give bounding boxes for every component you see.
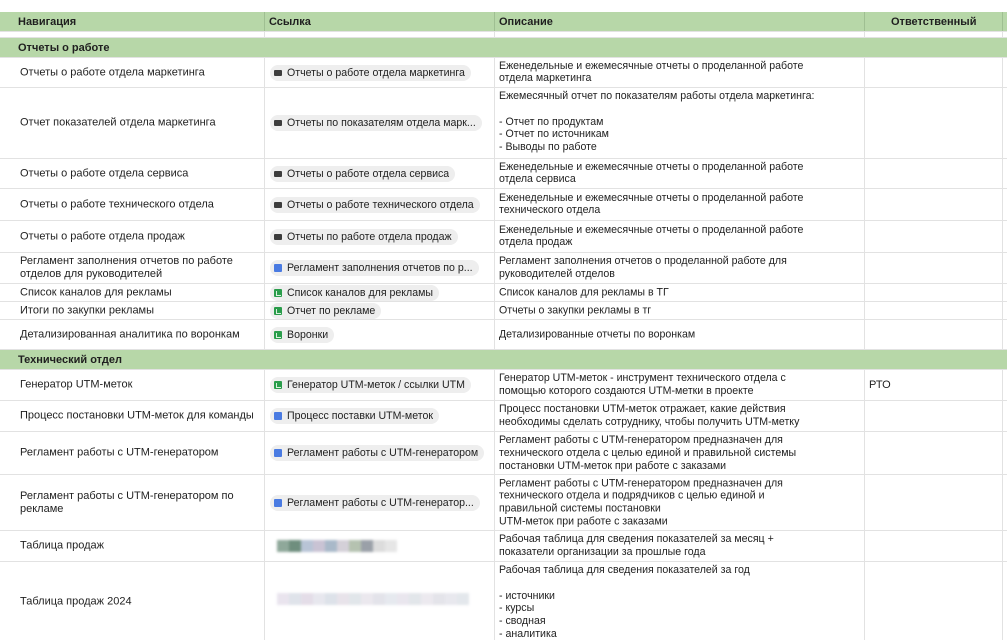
cell-description[interactable] <box>495 284 865 301</box>
redacted-block <box>289 540 301 552</box>
cell-owner[interactable] <box>865 253 1003 283</box>
description-text: Отчеты о закупки рекламы в тг <box>499 304 652 317</box>
table-row <box>0 432 1007 475</box>
description-text: Еженедельные и ежемесячные отчеты о проделанной работе технического отдела <box>499 191 804 217</box>
cell-navigation[interactable] <box>0 58 265 87</box>
link-chip-label: Отчеты по показателям отдела марк... <box>287 117 476 129</box>
cell-owner[interactable] <box>865 401 1003 431</box>
cell-owner[interactable] <box>865 189 1003 220</box>
cell-navigation[interactable] <box>0 284 265 301</box>
cell-link[interactable] <box>265 88 495 158</box>
cell-link[interactable] <box>265 159 495 188</box>
cell-navigation[interactable] <box>0 88 265 158</box>
description-text: Рабочая таблица для сведения показателей за год - источники - курсы - сводная - аналитика <box>499 564 750 640</box>
nav-label: Отчеты о работе технического отдела <box>20 198 214 210</box>
cell-navigation[interactable] <box>0 320 265 349</box>
redacted-block <box>445 593 457 605</box>
description-text: Еженедельные и ежемесячные отчеты о проделанной работе отдела сервиса <box>499 160 804 186</box>
col-header-label: Навигация <box>18 15 77 28</box>
cell-owner[interactable] <box>865 159 1003 188</box>
cell-owner[interactable] <box>865 432 1003 474</box>
link-chip[interactable] <box>270 260 479 276</box>
redacted-block <box>337 540 349 552</box>
cell-link[interactable] <box>265 58 495 87</box>
section-title: Отчеты о работе <box>18 41 110 54</box>
col-header-extra[interactable] <box>1003 12 1007 31</box>
cell-description[interactable] <box>495 58 865 87</box>
doc-icon <box>274 412 282 420</box>
description-text: Еженедельные и ежемесячные отчеты о проделанной работе отдела продаж <box>499 223 804 249</box>
table-row <box>0 370 1007 401</box>
cell-link[interactable] <box>265 562 495 640</box>
doc-icon <box>274 499 282 507</box>
cell-extra[interactable] <box>1003 401 1007 431</box>
nav-label: Отчеты о работе отдела маркетинга <box>20 66 205 78</box>
cell-navigation[interactable] <box>0 370 265 400</box>
redacted-block <box>385 540 397 552</box>
table-row <box>0 302 1007 320</box>
cell-extra[interactable] <box>1003 432 1007 474</box>
nav-label: Отчет показателей отдела маркетинга <box>20 116 216 129</box>
redacted-block <box>325 540 337 552</box>
cell-extra[interactable] <box>1003 159 1007 188</box>
cell-owner[interactable] <box>865 320 1003 349</box>
redacted-link <box>277 593 469 607</box>
cell-description[interactable] <box>495 302 865 319</box>
redacted-link <box>277 540 397 552</box>
cell-owner[interactable] <box>865 221 1003 252</box>
cell-navigation[interactable] <box>0 562 265 640</box>
cell-owner[interactable] <box>865 562 1003 640</box>
redacted-block <box>277 540 289 552</box>
nav-label: Регламент работы с UTM-генератором <box>20 446 219 459</box>
description-text: Список каналов для рекламы в ТГ <box>499 286 669 299</box>
cell-extra[interactable] <box>1003 189 1007 220</box>
link-chip[interactable] <box>270 285 439 301</box>
cell-link[interactable] <box>265 302 495 319</box>
col-header-link[interactable] <box>265 12 495 31</box>
cell-owner[interactable] <box>865 531 1003 561</box>
cell-description[interactable] <box>495 475 865 530</box>
col-header-label: Описание <box>499 15 553 28</box>
link-chip[interactable] <box>270 229 458 245</box>
cell-extra[interactable] <box>1003 221 1007 252</box>
table-row <box>0 562 1007 640</box>
header-row <box>0 12 1007 32</box>
cell-link[interactable] <box>265 284 495 301</box>
cell-extra[interactable] <box>1003 284 1007 301</box>
redacted-block <box>361 540 373 552</box>
link-chip-label: Регламент заполнения отчетов по р... <box>287 262 473 274</box>
link-chip[interactable] <box>270 115 482 131</box>
folder-icon <box>274 202 282 208</box>
description-text: Рабочая таблица для сведения показателей за месяц + показатели организации за прошлые года <box>499 533 774 558</box>
description-text: Регламент работы с UTM-генератором предназначен для технического отдела и подрядчиков с целью единой и правильной системы постановки UTM-меток при работе с заказами <box>499 476 783 528</box>
cell <box>265 32 495 37</box>
cell-description[interactable] <box>495 401 865 431</box>
cell <box>0 32 265 37</box>
cell-extra[interactable] <box>1003 253 1007 283</box>
link-chip-label: Отчеты по работе отдела продаж <box>287 230 452 243</box>
col-header-label: Ссылка <box>269 15 311 28</box>
redacted-block <box>373 593 385 605</box>
redacted-block <box>373 540 385 552</box>
redacted-block <box>277 593 289 605</box>
cell-link[interactable] <box>265 370 495 400</box>
redacted-block <box>421 593 433 605</box>
cell-description[interactable] <box>495 562 865 640</box>
cell-description[interactable] <box>495 253 865 283</box>
nav-label: Список каналов для рекламы <box>20 286 172 298</box>
nav-label: Регламент работы с UTM-генератором по рекламе <box>20 489 234 515</box>
link-chip-label: Список каналов для рекламы <box>287 286 434 299</box>
doc-icon <box>274 449 282 457</box>
cell-owner[interactable] <box>865 58 1003 87</box>
cell-owner[interactable] <box>865 88 1003 158</box>
nav-label: Регламент заполнения отчетов по работе отделов для руководителей <box>20 255 233 280</box>
redacted-block <box>301 540 313 552</box>
sheet-icon <box>274 381 282 389</box>
redacted-block <box>433 593 445 605</box>
cell-owner[interactable] <box>865 475 1003 530</box>
redacted-block <box>313 593 325 605</box>
cell-owner[interactable] <box>865 370 1003 400</box>
description-text: Ежемесячный отчет по показателям работы отдела маркетинга: - Отчет по продуктам - Отчет по источникам - Выводы по работе <box>499 90 815 154</box>
cell-navigation[interactable] <box>0 531 265 561</box>
link-chip[interactable] <box>270 327 334 343</box>
link-chip-label: Процесс поставки UTM-меток <box>287 410 434 422</box>
cell-extra[interactable] <box>1003 88 1007 158</box>
col-header-label: Ответственный <box>891 15 977 28</box>
cell-extra[interactable] <box>1003 320 1007 349</box>
folder-icon <box>274 120 282 126</box>
cell-owner[interactable] <box>865 302 1003 319</box>
link-chip[interactable] <box>270 408 439 424</box>
redacted-block <box>313 540 325 552</box>
nav-label: Генератор UTM-меток <box>20 378 133 391</box>
description-text: Регламент заполнения отчетов о проделанной работе для руководителей отделов <box>499 255 787 280</box>
cell-navigation[interactable] <box>0 401 265 431</box>
nav-label: Отчеты о работе отдела сервиса <box>20 167 189 179</box>
cell-description[interactable] <box>495 159 865 188</box>
description-text: Процесс постановки UTM-меток отражает, какие действия необходимы сделать сотруднику, чтобы получить UTM-метку <box>499 403 800 428</box>
description-text: Регламент работы с UTM-генератором предназначен для технического отдела с целью единой и правильной системы постановки UTM-меток при работе с заказами <box>499 433 797 472</box>
folder-icon <box>274 70 282 76</box>
cell-navigation[interactable] <box>0 253 265 283</box>
link-chip-label: Регламент работы с UTM-генератором <box>287 447 479 459</box>
cell-link[interactable] <box>265 432 495 474</box>
sheet-icon <box>274 331 282 339</box>
table-row <box>0 531 1007 562</box>
cell-extra[interactable] <box>1003 370 1007 400</box>
nav-label: Отчеты о работе отдела продаж <box>20 230 185 242</box>
description-text: Детализированные отчеты по воронкам <box>499 328 696 341</box>
cell-link[interactable] <box>265 475 495 530</box>
table-row <box>0 401 1007 432</box>
link-chip[interactable] <box>270 445 484 461</box>
redacted-block <box>397 593 409 605</box>
redacted-block <box>349 593 361 605</box>
cell-extra[interactable] <box>1003 58 1007 87</box>
cell-link[interactable] <box>265 531 495 561</box>
cell-navigation[interactable] <box>0 475 265 530</box>
redacted-block <box>361 593 373 605</box>
cell-link[interactable] <box>265 189 495 220</box>
col-header-owner[interactable] <box>865 12 1003 31</box>
cell-link[interactable] <box>265 221 495 252</box>
sheet-icon <box>274 289 282 297</box>
cell-description[interactable] <box>495 432 865 474</box>
cell-extra[interactable] <box>1003 475 1007 530</box>
link-chip[interactable] <box>270 197 480 213</box>
redacted-block <box>349 540 361 552</box>
cell-link[interactable] <box>265 320 495 349</box>
table-row <box>0 159 1007 189</box>
cell-extra[interactable] <box>1003 302 1007 319</box>
col-header-navigation[interactable] <box>0 12 265 31</box>
table-row <box>0 253 1007 284</box>
cell-description[interactable] <box>495 320 865 349</box>
nav-label: Процесс постановки UTM-меток для команды <box>20 409 254 422</box>
cell-navigation[interactable] <box>0 432 265 474</box>
redacted-block <box>457 593 469 605</box>
cell-description[interactable] <box>495 531 865 561</box>
cell <box>495 32 865 37</box>
sheet-icon <box>274 307 282 315</box>
cell-owner[interactable] <box>865 284 1003 301</box>
description-text: Еженедельные и ежемесячные отчеты о проделанной работе отдела маркетинга <box>499 59 804 85</box>
folder-icon <box>274 234 282 240</box>
cell <box>865 32 1003 37</box>
link-chip-label: Отчеты о работе отдела сервиса <box>287 167 450 180</box>
table-row <box>0 88 1007 159</box>
redacted-block <box>301 593 313 605</box>
link-chip-label: Воронки <box>287 328 329 341</box>
redacted-block <box>385 593 397 605</box>
link-chip-label: Отчеты о работе отдела маркетинга <box>287 66 465 79</box>
link-chip[interactable] <box>270 65 471 81</box>
cell-description[interactable] <box>495 189 865 220</box>
redacted-block <box>289 593 301 605</box>
section-row-tech[interactable] <box>0 350 1007 370</box>
link-chip[interactable] <box>270 377 471 393</box>
link-chip[interactable] <box>270 303 381 319</box>
table-row <box>0 320 1007 350</box>
table-row <box>0 189 1007 221</box>
cell-description[interactable] <box>495 88 865 158</box>
nav-label: Детализированная аналитика по воронкам <box>20 328 240 340</box>
nav-label: Таблица продаж 2024 <box>20 595 132 607</box>
cell-link[interactable] <box>265 401 495 431</box>
redacted-block <box>325 593 337 605</box>
nav-label: Итоги по закупки рекламы <box>20 304 155 316</box>
col-header-description[interactable] <box>495 12 865 31</box>
section-title: Технический отдел <box>18 353 123 366</box>
redacted-block <box>409 593 421 605</box>
cell-extra[interactable] <box>1003 531 1007 561</box>
link-chip-label: Отчеты о работе технического отдела <box>287 198 474 211</box>
cell-navigation[interactable] <box>0 159 265 188</box>
cell-navigation[interactable] <box>0 302 265 319</box>
link-chip-label: Генератор UTM-меток / ссылки UTM <box>287 379 465 391</box>
nav-label: Таблица продаж <box>20 539 105 552</box>
folder-icon <box>274 171 282 177</box>
link-chip[interactable] <box>270 166 455 182</box>
link-chip-label: Отчет по рекламе <box>287 304 376 317</box>
link-chip-label: Регламент работы с UTM-генератор... <box>287 496 474 509</box>
cell-description[interactable] <box>495 221 865 252</box>
cell-navigation[interactable] <box>0 189 265 220</box>
cell-extra[interactable] <box>1003 562 1007 640</box>
owner-text: РТО <box>869 379 891 391</box>
table-row <box>0 221 1007 253</box>
table-row <box>0 284 1007 302</box>
link-chip[interactable] <box>270 495 480 511</box>
table-row <box>0 475 1007 531</box>
doc-icon <box>274 264 282 272</box>
redacted-block <box>337 593 349 605</box>
cell-navigation[interactable] <box>0 221 265 252</box>
description-text: Генератор UTM-меток - инструмент технического отдела с помощью которого создаются UTM-метки в проекте <box>499 372 786 397</box>
cell-link[interactable] <box>265 253 495 283</box>
table-row <box>0 58 1007 88</box>
section-row-reports[interactable] <box>0 38 1007 58</box>
cell-description[interactable] <box>495 370 865 400</box>
